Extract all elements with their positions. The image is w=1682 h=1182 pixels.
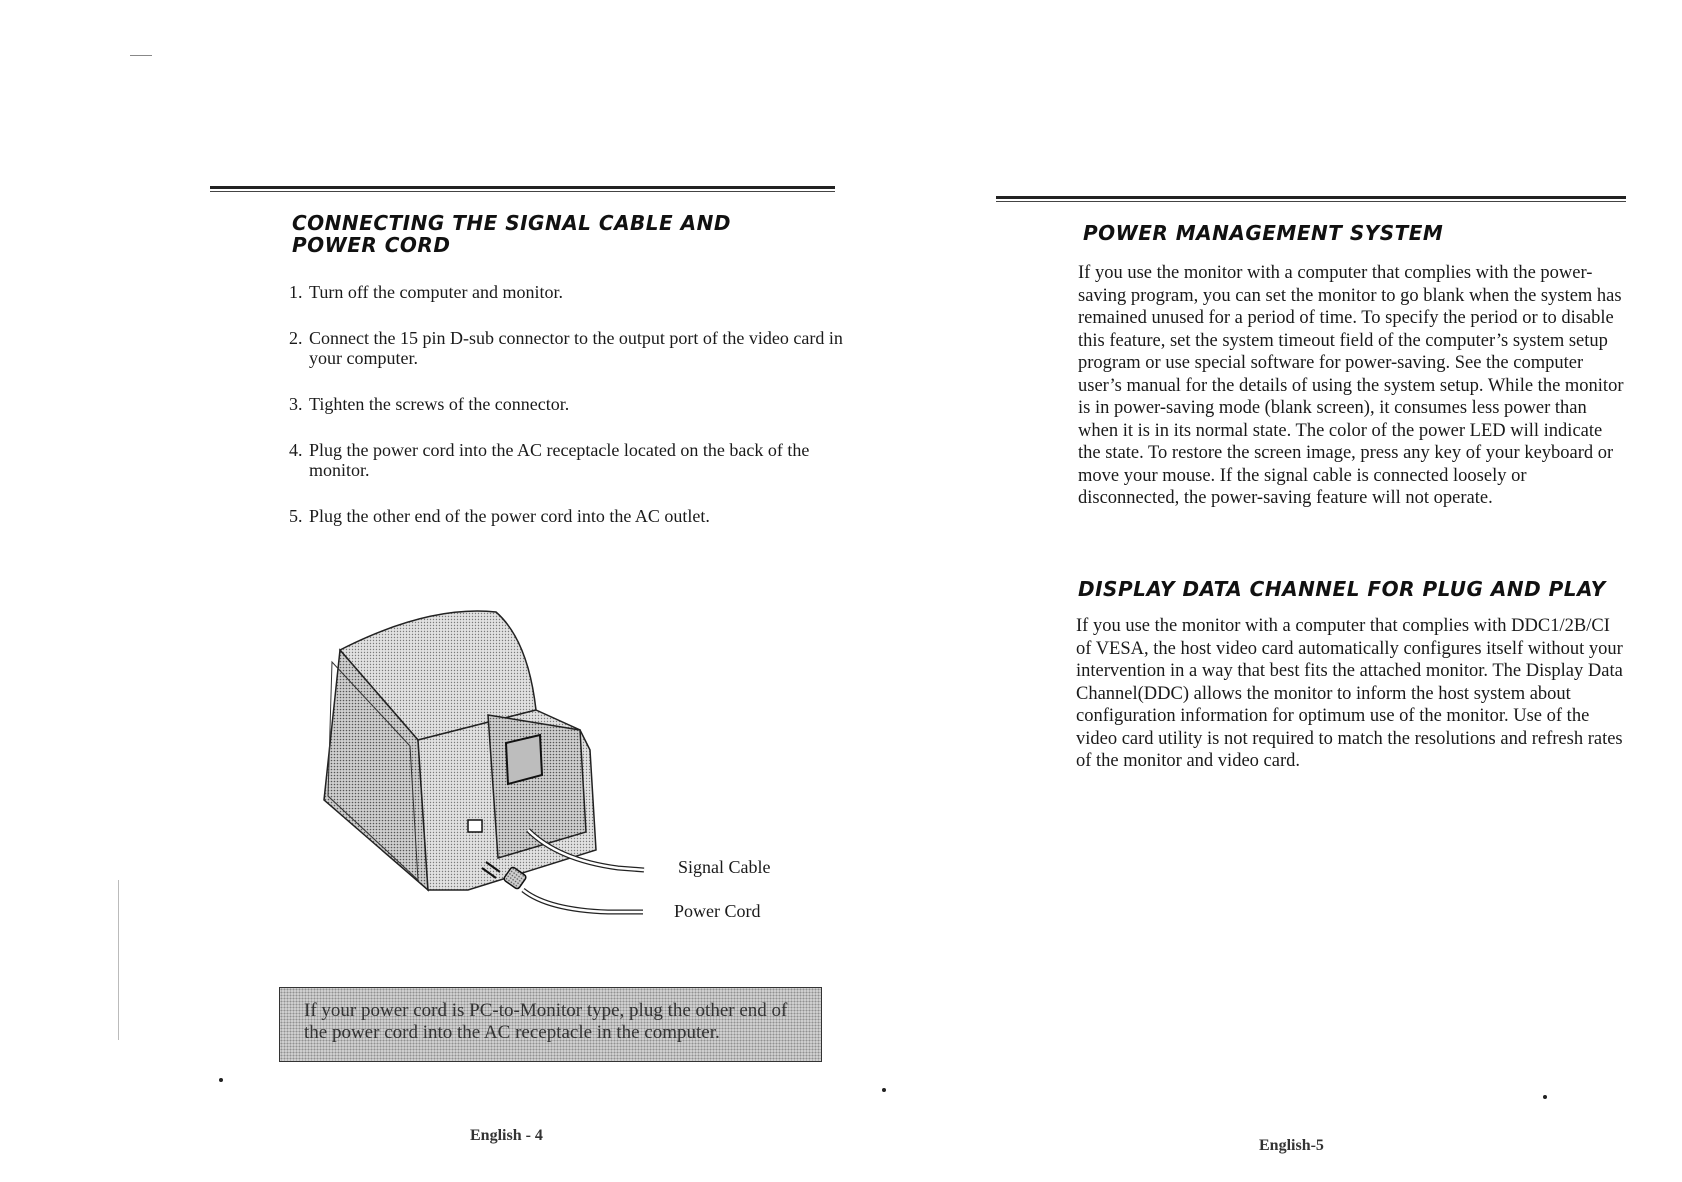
ddc-body: If you use the monitor with a computer that complies with DDC1/2B/CI of VESA, the host video card automatically configures itself without your intervention in a way that best fits the attached monitor. The Display Data Channel(DDC) allows the monitor to inform the host system about configuration information for optimum use of the monitor. Use of the video card utility is not required to match the resolutions and refresh rates of the monitor and video card. <box>1076 616 1623 771</box>
signal-cable-label: Signal Cable <box>678 857 771 877</box>
list-item: 3. Tighten the screws of the connector. <box>289 394 570 414</box>
list-item: 1. Turn off the computer and monitor. <box>289 282 563 302</box>
page-number-left: English - 4 <box>470 1127 543 1144</box>
list-item: 4. Plug the power cord into the AC receptacle located on the back of the monitor. <box>289 440 810 480</box>
section-heading-connecting: CONNECTING THE SIGNAL CABLE AND POWER CORD <box>292 211 731 257</box>
list-item: 2. Connect the 15 pin D-sub connector to the output port of the video card in your computer. <box>289 328 843 368</box>
bullet-mark <box>1543 1095 1547 1099</box>
power-cord-note: If your power cord is PC-to-Monitor type, plug the other end of the power cord into the AC receptacle in the computer. <box>279 987 822 1062</box>
scan-mark <box>118 880 119 1040</box>
section-heading-ddc: DISPLAY DATA CHANNEL FOR PLUG AND PLAY <box>1078 577 1606 601</box>
list-item: 5. Plug the other end of the power cord into the AC outlet. <box>289 506 710 526</box>
scan-mark <box>130 55 152 56</box>
connection-steps <box>289 282 849 552</box>
power-management-body: If you use the monitor with a computer that complies with the power-saving program, you can set the monitor to go blank when the system has remained unused for a period of time. To specify the period or to disable this feature, set the system timeout field of the computer’s system setup program or use special software for power-saving. See the computer user’s manual for the details of using the system setup. While the monitor is in power-saving mode (blank screen), it consumes less power than when it is in its normal state. The color of the power LED will indicate the state. To restore the screen image, press any key of your keyboard or move your mouse. If the signal cable is connected loosely or disconnected, the power-saving feature will not operate. <box>1078 263 1624 508</box>
monitor-connection-illustration <box>318 600 678 930</box>
top-rule-right <box>996 196 1626 199</box>
bullet-mark <box>219 1078 223 1082</box>
bullet-mark <box>882 1088 886 1092</box>
page-number-right: English-5 <box>1259 1137 1324 1154</box>
top-rule-left <box>210 186 835 189</box>
power-cord-label: Power Cord <box>674 901 761 921</box>
section-heading-power-management: POWER MANAGEMENT SYSTEM <box>1083 221 1444 245</box>
